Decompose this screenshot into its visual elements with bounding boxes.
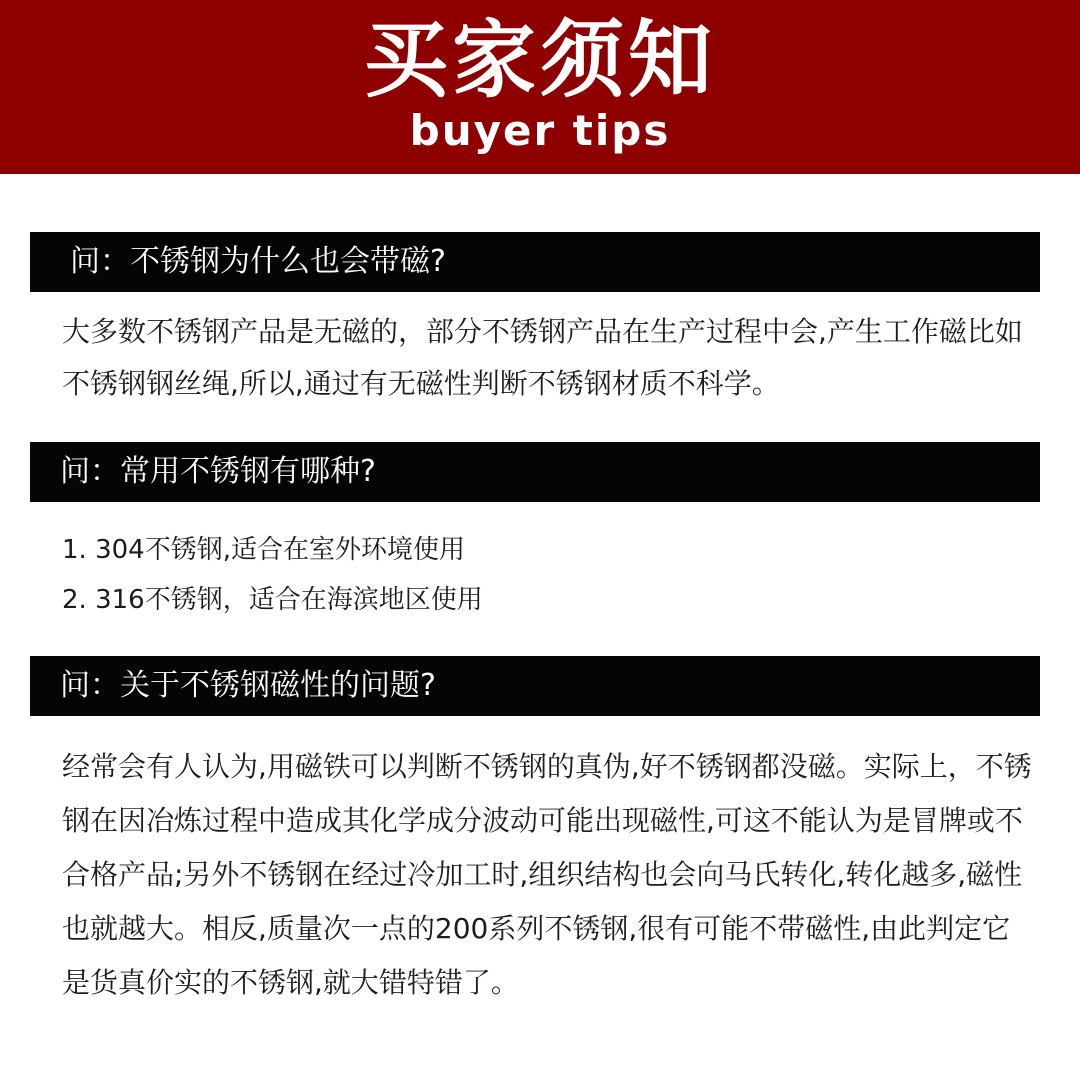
list-item-304: 1. 304不锈钢,适合在室外环境使用 — [62, 535, 465, 565]
list-item-316: 2. 316不锈钢，适合在海滨地区使用 — [62, 585, 483, 615]
header-banner — [0, 0, 1080, 174]
question-bar-magnetic-issue: 问：关于不锈钢磁性的问题? — [30, 656, 1040, 716]
answer-magnetic-issue: 经常会有人认为,用磁铁可以判断不锈钢的真伪,好不锈钢都没磁。实际上，不锈钢在因冶炼过程中造成其化学成分波动可能出现磁性,可这不能认为是冒牌或不合格产品;另外不锈钢在经过冷加工时,组织结构也会向马氏转化,转化越多,磁性也就越大。相反,质量次一点的200系列不锈钢,很有可能不带磁性,由此判定它是货真价实的不锈钢,就大错特错了。 — [62, 750, 1032, 999]
question-bar-common-types: 问：常用不锈钢有哪种? — [30, 442, 1040, 502]
question-bar-magnetism: 问：不锈钢为什么也会带磁? — [30, 232, 1040, 292]
page-title: 买家须知 — [363, 11, 716, 109]
answer-magnetism: 大多数不锈钢产品是无磁的，部分不锈钢产品在生产过程中会,产生工作磁比如不锈钢钢丝绳,所以,通过有无磁性判断不锈钢材质不科学。 — [62, 315, 1023, 400]
page-subtitle: buyer tips — [409, 106, 671, 155]
